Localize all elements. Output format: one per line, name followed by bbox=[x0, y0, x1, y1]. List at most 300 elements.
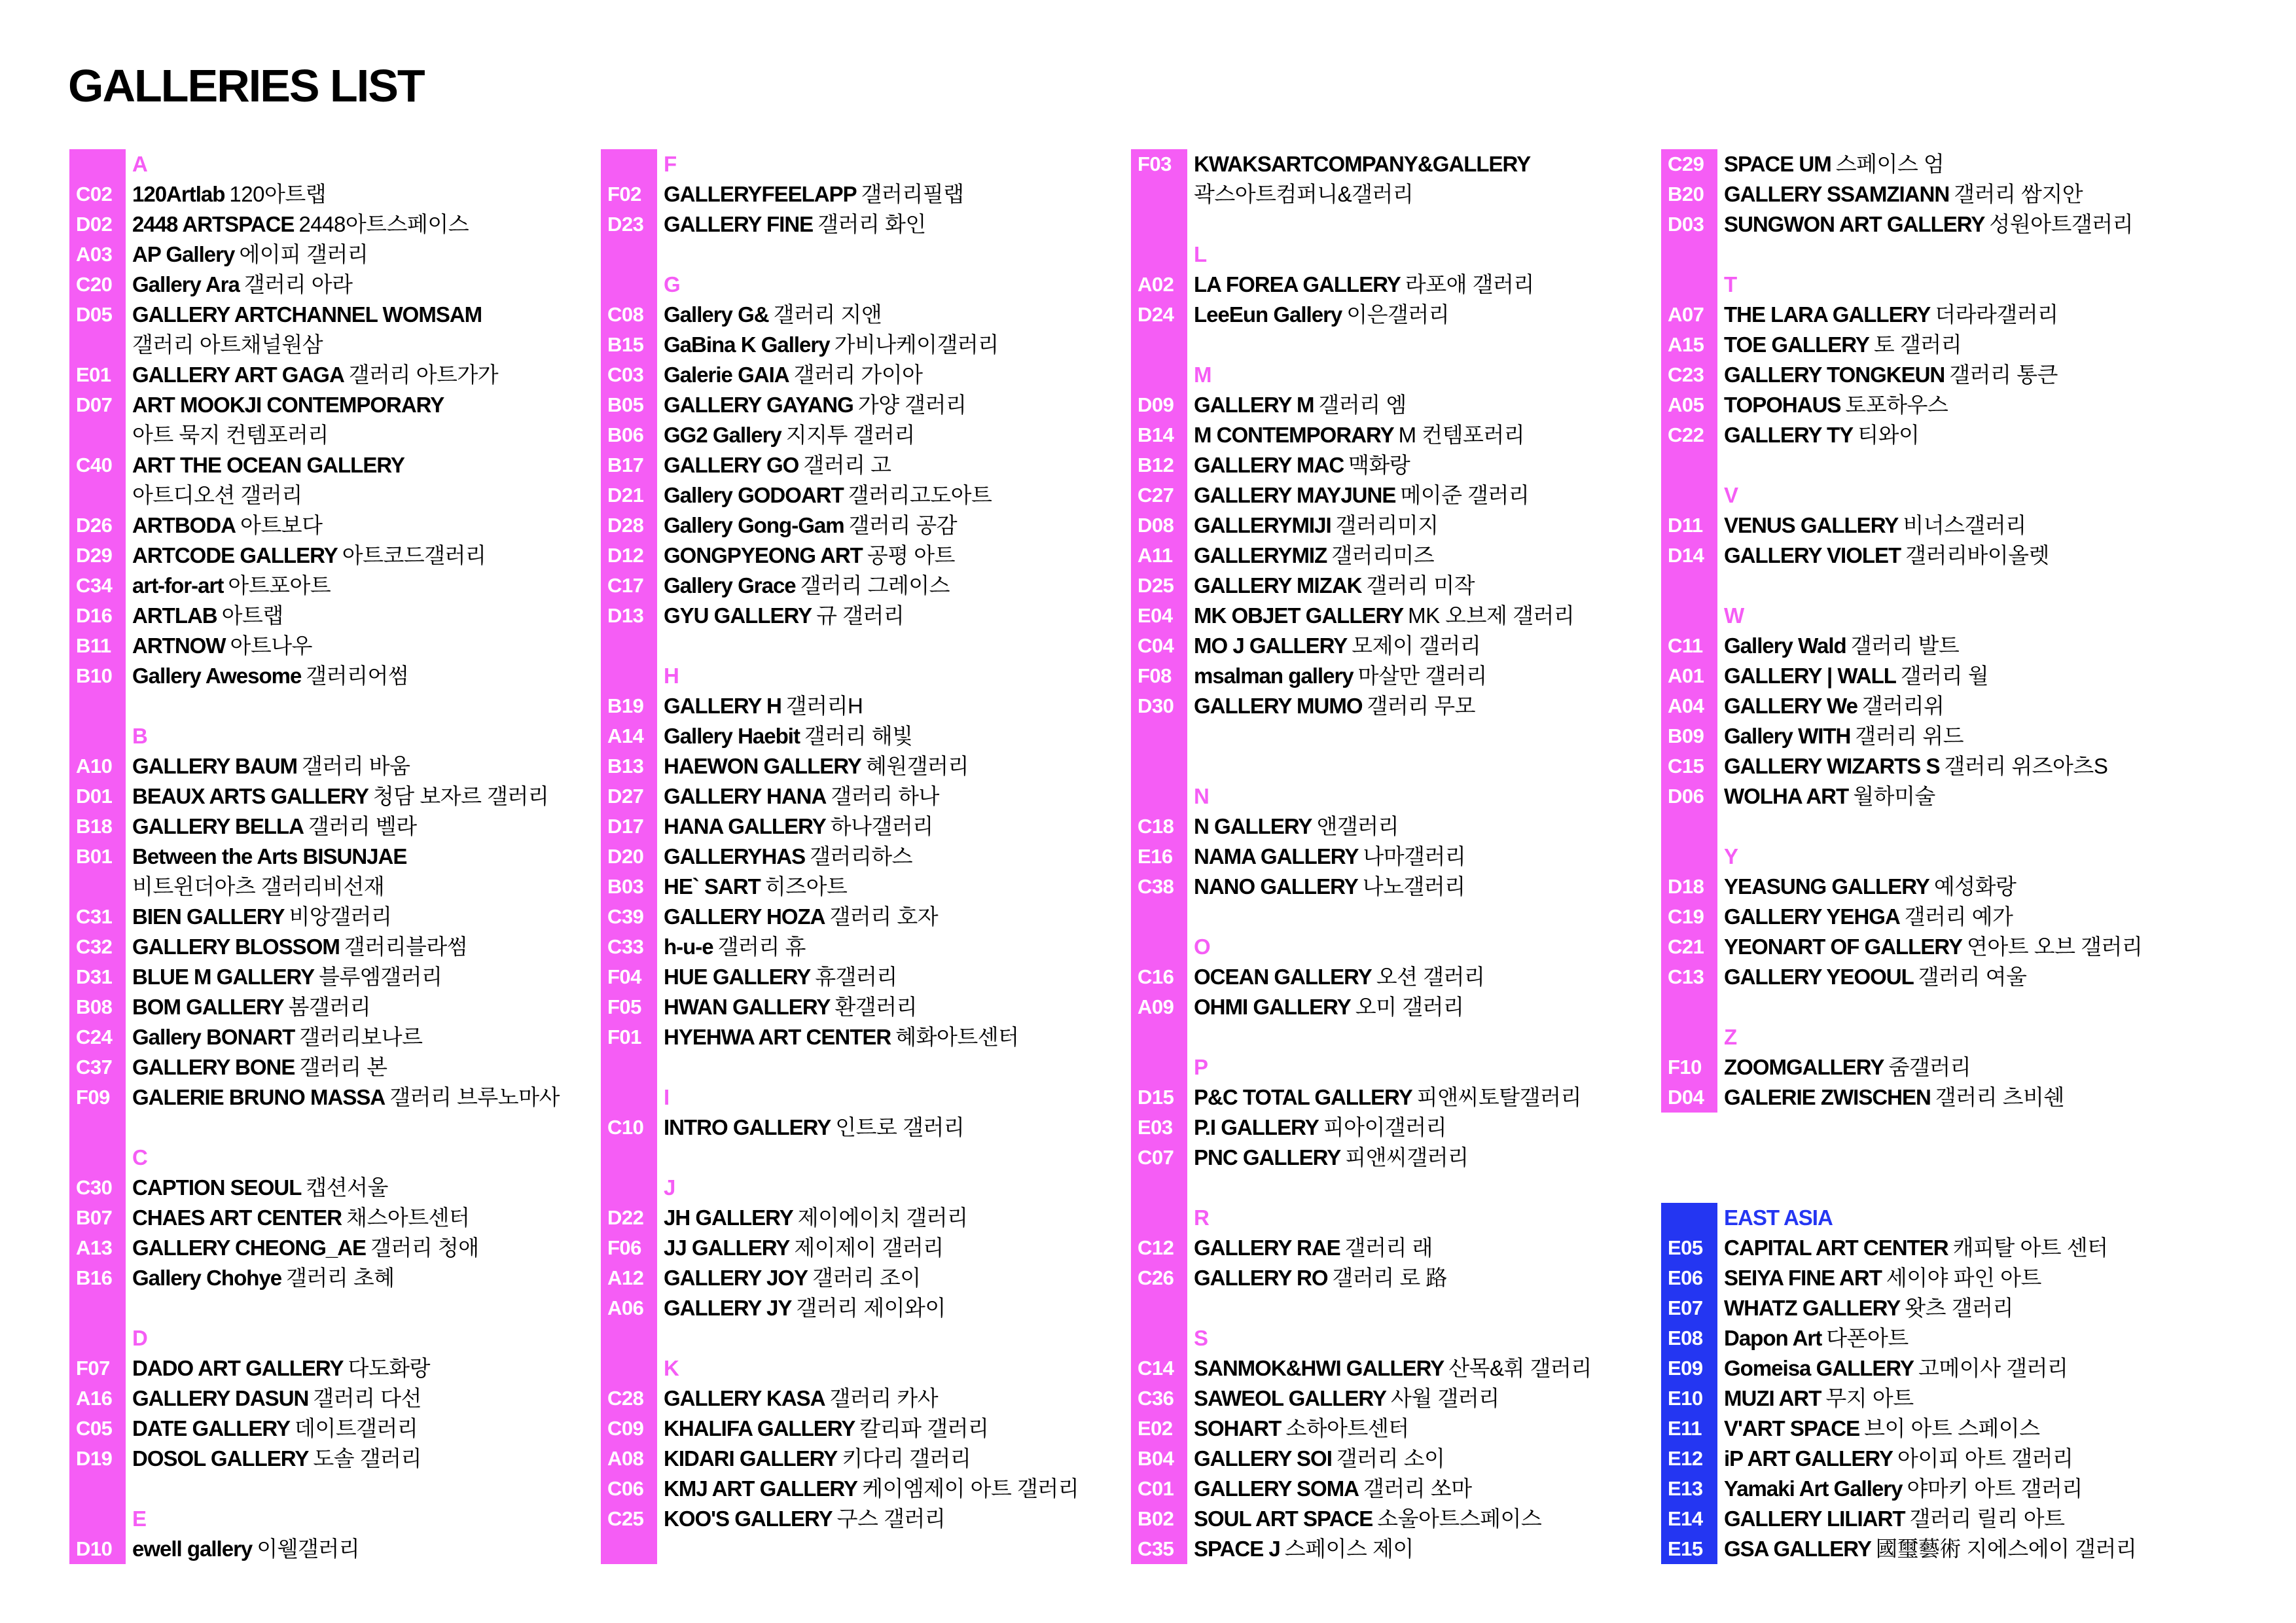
section-letter: J bbox=[664, 1175, 675, 1200]
gallery-entry bbox=[601, 1504, 1124, 1534]
gallery-english-name: Gallery Gong-Gam bbox=[664, 513, 844, 537]
gallery-entry bbox=[601, 390, 1124, 420]
gallery-entry bbox=[69, 1414, 593, 1444]
gallery-korean-name: 칼리파 갤러리 bbox=[859, 1416, 989, 1440]
gallery-entry bbox=[69, 631, 593, 661]
gallery-english-name: THE LARA GALLERY bbox=[1724, 302, 1931, 327]
gallery-korean-name: 세이야 파인 아트 bbox=[1886, 1266, 2041, 1290]
gallery-english-name: GALLERY JOY bbox=[664, 1266, 808, 1290]
gallery-name bbox=[664, 420, 915, 450]
gallery-korean-name: 갤러리 소이 bbox=[1336, 1446, 1445, 1471]
gallery-english-name: GALLERY GO bbox=[664, 453, 799, 477]
booth-code: D06 bbox=[1668, 785, 1704, 808]
gallery-name bbox=[1724, 179, 2083, 209]
booth-code: C17 bbox=[607, 574, 644, 597]
gallery-name bbox=[664, 1293, 946, 1323]
gallery-name bbox=[1194, 1504, 1541, 1534]
booth-code: A01 bbox=[1668, 664, 1704, 687]
gallery-korean-name: 갤러리 브루노마사 bbox=[389, 1085, 560, 1109]
gallery-english-name: HE` SART bbox=[664, 874, 761, 899]
booth-code: B16 bbox=[76, 1266, 113, 1289]
gallery-entry bbox=[69, 209, 593, 240]
gallery-english-name: Galerie GAIA bbox=[664, 363, 789, 387]
gallery-english-name: h-u-e bbox=[664, 935, 713, 959]
gallery-english-name: GALLERY GAYANG bbox=[664, 393, 853, 417]
gallery-korean-name: 제이제이 갤러리 bbox=[794, 1236, 944, 1260]
booth-code: A04 bbox=[1668, 694, 1704, 717]
gallery-english-name: GALLERY YEHGA bbox=[1724, 904, 1900, 929]
gallery-name bbox=[664, 330, 999, 360]
gallery-english-name: GALLERY ARTCHANNEL WOMSAM bbox=[132, 302, 482, 327]
gallery-entry bbox=[1661, 781, 2224, 812]
gallery-korean-name: 피아이갤러리 bbox=[1323, 1115, 1446, 1139]
gallery-name bbox=[1724, 781, 1935, 812]
gallery-entry bbox=[1131, 149, 1655, 179]
section-letter: M bbox=[1194, 363, 1211, 387]
booth-code: D20 bbox=[607, 845, 644, 868]
gallery-korean-name: 갤러리 호자 bbox=[829, 904, 939, 929]
gallery-english-name: V'ART SPACE bbox=[1724, 1416, 1860, 1440]
gallery-entry bbox=[1661, 962, 2224, 992]
gallery-english-name: DADO ART GALLERY bbox=[132, 1356, 344, 1380]
gallery-english-name: 120Artlab bbox=[132, 182, 225, 206]
gallery-korean-name: 아트랩 bbox=[221, 603, 283, 628]
gallery-english-name: P.I GALLERY bbox=[1194, 1115, 1319, 1139]
gallery-korean-name: 갤러리 고 bbox=[803, 453, 891, 477]
gallery-korean-name: 하나갤러리 bbox=[830, 814, 933, 838]
gallery-entry bbox=[601, 872, 1124, 902]
booth-code: C37 bbox=[76, 1056, 113, 1079]
gallery-korean-name: 갤러리 쌈지안 bbox=[1954, 182, 2083, 206]
gallery-name bbox=[132, 1263, 395, 1293]
gallery-name bbox=[132, 932, 467, 962]
gallery-english-name: WHATZ GALLERY bbox=[1724, 1296, 1901, 1320]
booth-code: C18 bbox=[1138, 815, 1174, 838]
gallery-entry bbox=[69, 510, 593, 541]
booth-code: D23 bbox=[607, 213, 644, 236]
booth-code: B15 bbox=[607, 333, 644, 356]
gallery-entry bbox=[601, 209, 1124, 240]
spacer-row bbox=[601, 631, 1124, 661]
gallery-entry bbox=[69, 1383, 593, 1414]
booth-code: F09 bbox=[76, 1086, 110, 1109]
gallery-english-name: GONGPYEONG ART bbox=[664, 543, 863, 567]
spacer-row bbox=[1661, 812, 2224, 842]
booth-code: D08 bbox=[1138, 514, 1174, 537]
booth-code: C16 bbox=[1138, 965, 1174, 988]
gallery-english-name: 2448 ARTSPACE bbox=[132, 212, 295, 236]
gallery-name-continuation bbox=[69, 480, 593, 510]
gallery-entry bbox=[69, 179, 593, 209]
gallery-name bbox=[1724, 661, 1988, 691]
gallery-name bbox=[1194, 480, 1529, 510]
gallery-entry bbox=[69, 1173, 593, 1203]
gallery-name bbox=[664, 450, 891, 480]
gallery-english-name: GALLERYFEELAPP bbox=[664, 182, 857, 206]
gallery-entry bbox=[69, 781, 593, 812]
gallery-name bbox=[1194, 390, 1407, 420]
gallery-name bbox=[664, 1444, 971, 1474]
gallery-english-name: ZOOMGALLERY bbox=[1724, 1055, 1884, 1079]
gallery-korean-name: 갤러리 바움 bbox=[302, 754, 410, 778]
gallery-entry bbox=[1661, 1534, 2224, 1564]
gallery-name bbox=[132, 1173, 388, 1203]
section-letter-heading bbox=[1131, 781, 1655, 812]
gallery-korean-name: 갤러리 발트 bbox=[1850, 633, 1960, 658]
spacer-row bbox=[1131, 902, 1655, 932]
gallery-korean-name: 갤러리 아트가가 bbox=[348, 363, 499, 387]
gallery-entry bbox=[1131, 812, 1655, 842]
booth-code: D17 bbox=[607, 815, 644, 838]
gallery-entry bbox=[601, 510, 1124, 541]
booth-code: C28 bbox=[607, 1387, 644, 1410]
gallery-entry bbox=[1661, 209, 2224, 240]
gallery-english-name: GALLERY BELLA bbox=[132, 814, 304, 838]
section-letter: O bbox=[1194, 935, 1210, 959]
booth-code: F07 bbox=[76, 1357, 110, 1380]
section-letter: H bbox=[664, 664, 679, 688]
gallery-english-name: GALLERY SOI bbox=[1194, 1446, 1332, 1471]
booth-code: D10 bbox=[76, 1537, 113, 1560]
booth-code: A02 bbox=[1138, 273, 1174, 296]
section-letter: R bbox=[1194, 1205, 1209, 1230]
gallery-english-name: INTRO GALLERY bbox=[664, 1115, 831, 1139]
gallery-name bbox=[664, 480, 992, 510]
booth-code: E02 bbox=[1138, 1417, 1173, 1440]
section-letter-heading bbox=[1661, 1022, 2224, 1052]
booth-code: C32 bbox=[76, 935, 113, 958]
gallery-entry bbox=[1661, 541, 2224, 571]
gallery-entry bbox=[1661, 1444, 2224, 1474]
booth-code: B11 bbox=[76, 634, 111, 657]
gallery-korean-name: 라포애 갤러리 bbox=[1405, 272, 1534, 296]
gallery-entry bbox=[1131, 842, 1655, 872]
gallery-entry bbox=[1661, 1233, 2224, 1263]
booth-code: E04 bbox=[1138, 604, 1173, 627]
section-letter: W bbox=[1724, 603, 1744, 628]
booth-code: C33 bbox=[607, 935, 644, 958]
booth-code: C25 bbox=[607, 1507, 644, 1530]
gallery-korean-name: 캐피탈 아트 센터 bbox=[1952, 1236, 2108, 1260]
booth-code: D13 bbox=[607, 604, 644, 627]
gallery-name bbox=[132, 1414, 418, 1444]
gallery-entry bbox=[69, 992, 593, 1022]
booth-code: E01 bbox=[76, 363, 111, 386]
gallery-korean-name: 토포하우스 bbox=[1845, 393, 1948, 417]
section-letter-heading bbox=[1661, 480, 2224, 510]
gallery-name bbox=[1724, 751, 2108, 781]
gallery-name bbox=[1724, 300, 2058, 330]
gallery-english-name: GALLERY WIZARTS S bbox=[1724, 754, 1940, 778]
gallery-entry bbox=[1131, 1263, 1655, 1293]
booth-code: B10 bbox=[76, 664, 113, 687]
gallery-english-name: HANA GALLERY bbox=[664, 814, 826, 838]
gallery-name bbox=[1194, 300, 1449, 330]
gallery-name bbox=[1194, 691, 1475, 721]
gallery-english-name: Gallery Chohye bbox=[132, 1266, 282, 1290]
gallery-name bbox=[1194, 1534, 1414, 1564]
gallery-name bbox=[1724, 1263, 2041, 1293]
gallery-english-name: GALLERY TY bbox=[1724, 423, 1854, 447]
spacer-row bbox=[1131, 1022, 1655, 1052]
gallery-korean-name: 더라라갤러리 bbox=[1935, 302, 2058, 327]
gallery-korean-name: 갤러리 통큰 bbox=[1949, 363, 2058, 387]
gallery-name bbox=[1194, 420, 1524, 450]
gallery-name bbox=[1724, 209, 2133, 240]
gallery-korean-name: 갤러리 카사 bbox=[829, 1386, 939, 1410]
gallery-english-name: Gallery Wald bbox=[1724, 633, 1846, 658]
booth-code: A10 bbox=[76, 755, 113, 777]
gallery-entry bbox=[69, 842, 593, 872]
gallery-english-name: Dapon Art bbox=[1724, 1326, 1822, 1350]
gallery-name bbox=[132, 1534, 359, 1564]
gallery-english-name: GALLERY FINE bbox=[664, 212, 814, 236]
gallery-korean-name: 데이트갤러리 bbox=[295, 1416, 418, 1440]
booth-code: E11 bbox=[1668, 1417, 1702, 1440]
gallery-english-name: AP Gallery bbox=[132, 242, 235, 266]
gallery-name bbox=[664, 812, 933, 842]
booth-code: D31 bbox=[76, 965, 113, 988]
gallery-korean-name: 아이피 아트 갤러리 bbox=[1897, 1446, 2073, 1471]
booth-code: A07 bbox=[1668, 303, 1704, 326]
gallery-name bbox=[664, 1414, 988, 1444]
gallery-english-name: VENUS GALLERY bbox=[1724, 513, 1899, 537]
gallery-entry bbox=[1131, 571, 1655, 601]
gallery-english-name: GaBina K Gallery bbox=[664, 332, 830, 357]
page-title: GALLERIES LIST bbox=[68, 60, 424, 111]
gallery-english-name: Gallery GODOART bbox=[664, 483, 844, 507]
gallery-korean-name: 스페이스 제이 bbox=[1284, 1537, 1414, 1561]
gallery-english-name: P&C TOTAL GALLERY bbox=[1194, 1085, 1412, 1109]
gallery-english-name: ART MOOKJI CONTEMPORARY bbox=[132, 393, 444, 417]
gallery-name bbox=[664, 872, 847, 902]
booth-code: E08 bbox=[1668, 1327, 1703, 1349]
section-letter-heading bbox=[1131, 240, 1655, 270]
gallery-korean-name: 비트윈더아츠 갤러리비선재 bbox=[132, 874, 385, 899]
gallery-english-name: GALLERY BONE bbox=[132, 1055, 295, 1079]
gallery-korean-name: 아트디오션 갤러리 bbox=[132, 483, 302, 507]
gallery-korean-name: 갤러리위 bbox=[1861, 694, 1945, 718]
booth-code: A06 bbox=[607, 1296, 644, 1319]
gallery-english-name: BLUE M GALLERY bbox=[132, 965, 315, 989]
gallery-korean-name: 오미 갤러리 bbox=[1355, 995, 1464, 1019]
gallery-entry bbox=[1661, 631, 2224, 661]
gallery-english-name: Gallery Awesome bbox=[132, 664, 302, 688]
gallery-entry bbox=[69, 812, 593, 842]
booth-code: A08 bbox=[607, 1447, 644, 1470]
booth-code: C23 bbox=[1668, 363, 1704, 386]
booth-code: D03 bbox=[1668, 213, 1704, 236]
booth-code: C02 bbox=[76, 183, 113, 205]
gallery-name bbox=[1724, 1353, 2068, 1383]
gallery-name bbox=[1194, 992, 1463, 1022]
gallery-english-name: GALLERY RAE bbox=[1194, 1236, 1340, 1260]
gallery-name bbox=[1194, 1444, 1444, 1474]
gallery-korean-name: 월하미술 bbox=[1853, 784, 1935, 808]
gallery-name bbox=[1194, 962, 1484, 992]
gallery-english-name: M CONTEMPORARY bbox=[1194, 423, 1394, 447]
gallery-korean-name: 갤러리어썸 bbox=[306, 664, 409, 688]
gallery-english-name: KHALIFA GALLERY bbox=[664, 1416, 855, 1440]
section-letter: B bbox=[132, 724, 147, 748]
gallery-korean-name: 봄갤러리 bbox=[288, 995, 371, 1019]
gallery-korean-name: 아트보다 bbox=[240, 513, 323, 537]
gallery-english-name: ART THE OCEAN GALLERY bbox=[132, 453, 404, 477]
booth-code: F03 bbox=[1138, 152, 1172, 175]
booth-code: A15 bbox=[1668, 333, 1704, 356]
gallery-korean-name: 갤러리 공감 bbox=[848, 513, 958, 537]
gallery-entry bbox=[1131, 1082, 1655, 1113]
gallery-korean-name: 공평 아트 bbox=[867, 543, 955, 567]
gallery-english-name: SOHART bbox=[1194, 1416, 1282, 1440]
gallery-english-name: GALLERY KASA bbox=[664, 1386, 825, 1410]
gallery-name bbox=[1724, 872, 2016, 902]
gallery-english-name: KWAKSARTCOMPANY&GALLERY bbox=[1194, 152, 1531, 176]
gallery-name bbox=[1724, 541, 2049, 571]
gallery-entry bbox=[69, 1263, 593, 1293]
gallery-english-name: iP ART GALLERY bbox=[1724, 1446, 1893, 1471]
gallery-entry bbox=[601, 1263, 1124, 1293]
gallery-korean-name: 갤러리하스 bbox=[810, 844, 913, 868]
gallery-korean-name: 브이 아트 스페이스 bbox=[1864, 1416, 2040, 1440]
gallery-english-name: ewell gallery bbox=[132, 1537, 253, 1561]
gallery-name bbox=[1194, 1383, 1499, 1414]
gallery-entry bbox=[1131, 1534, 1655, 1564]
gallery-english-name: CAPITAL ART CENTER bbox=[1724, 1236, 1948, 1260]
gallery-entry bbox=[1661, 1353, 2224, 1383]
gallery-entry bbox=[1661, 1383, 2224, 1414]
booth-code: D14 bbox=[1668, 544, 1704, 567]
gallery-english-name: GALLERY ART GAGA bbox=[132, 363, 344, 387]
gallery-korean-name: 토 갤러리 bbox=[1873, 332, 1962, 357]
gallery-korean-name: 아트코드갤러리 bbox=[342, 543, 486, 567]
spacer-row bbox=[1661, 450, 2224, 480]
gallery-korean-name: 지지투 갤러리 bbox=[785, 423, 915, 447]
spacer-row bbox=[1131, 1293, 1655, 1323]
gallery-name bbox=[1724, 1534, 2136, 1564]
booth-code: C24 bbox=[76, 1026, 113, 1048]
booth-code: B03 bbox=[607, 875, 644, 898]
booth-code: F02 bbox=[607, 183, 641, 205]
gallery-english-name: Gallery WITH bbox=[1724, 724, 1851, 748]
gallery-korean-name: M 컨템포러리 bbox=[1398, 423, 1525, 447]
gallery-korean-name: 다폰아트 bbox=[1826, 1326, 1909, 1350]
section-letter-heading bbox=[69, 149, 593, 179]
gallery-korean-name: 갤러리 해빛 bbox=[804, 724, 913, 748]
gallery-name bbox=[132, 450, 404, 480]
gallery-english-name: GALLERY H bbox=[664, 694, 781, 718]
gallery-name bbox=[664, 179, 964, 209]
gallery-entry bbox=[1661, 1474, 2224, 1504]
gallery-korean-name: 갤러리 위드 bbox=[1855, 724, 1964, 748]
gallery-entry bbox=[69, 270, 593, 300]
booth-code: F01 bbox=[607, 1026, 641, 1048]
gallery-korean-name: 120아트랩 bbox=[229, 182, 327, 206]
gallery-korean-name: 스페이스 엄 bbox=[1835, 152, 1945, 176]
gallery-entry bbox=[1131, 1474, 1655, 1504]
gallery-english-name: SEIYA FINE ART bbox=[1724, 1266, 1882, 1290]
spacer-row bbox=[1131, 1173, 1655, 1203]
gallery-korean-name: 비앙갤러리 bbox=[289, 904, 392, 929]
gallery-korean-name: 히즈아트 bbox=[764, 874, 848, 899]
gallery-entry bbox=[601, 541, 1124, 571]
gallery-entry bbox=[601, 1414, 1124, 1444]
gallery-entry bbox=[1131, 1353, 1655, 1383]
gallery-entry bbox=[601, 932, 1124, 962]
booth-code: C39 bbox=[607, 905, 644, 928]
booth-code: C34 bbox=[76, 574, 113, 597]
spacer-row bbox=[1661, 992, 2224, 1022]
gallery-name bbox=[1194, 541, 1434, 571]
gallery-english-name: GALLERY DASUN bbox=[132, 1386, 309, 1410]
section-letter: L bbox=[1194, 242, 1207, 266]
section-letter: K bbox=[664, 1356, 679, 1380]
gallery-english-name: GALLERY HANA bbox=[664, 784, 827, 808]
gallery-korean-name: 갤러리미즈 bbox=[1331, 543, 1435, 567]
gallery-name bbox=[664, 209, 926, 240]
gallery-name bbox=[132, 631, 312, 661]
gallery-korean-name: 피앤씨갤러리 bbox=[1345, 1145, 1469, 1169]
gallery-name bbox=[1194, 1414, 1409, 1444]
gallery-name bbox=[664, 360, 923, 390]
gallery-korean-name: 2448아트스페이스 bbox=[298, 212, 469, 236]
gallery-korean-name: 갤러리 청애 bbox=[370, 1236, 479, 1260]
gallery-entry bbox=[1661, 902, 2224, 932]
gallery-name bbox=[1194, 571, 1475, 601]
gallery-entry bbox=[1131, 1504, 1655, 1534]
booth-code: D11 bbox=[1668, 514, 1703, 537]
gallery-entry bbox=[1131, 1143, 1655, 1173]
gallery-english-name: DATE GALLERY bbox=[132, 1416, 290, 1440]
gallery-english-name: Yamaki Art Gallery bbox=[1724, 1476, 1903, 1501]
gallery-name bbox=[1724, 1474, 2083, 1504]
gallery-english-name: TOPOHAUS bbox=[1724, 393, 1841, 417]
gallery-korean-name: 갤러리 래 bbox=[1344, 1236, 1433, 1260]
gallery-korean-name: 혜화아트센터 bbox=[895, 1025, 1019, 1049]
gallery-korean-name: 제이에이치 갤러리 bbox=[797, 1205, 968, 1230]
gallery-korean-name: 왓츠 갤러리 bbox=[1905, 1296, 2013, 1320]
booth-code: A09 bbox=[1138, 995, 1174, 1018]
gallery-english-name: CAPTION SEOUL bbox=[132, 1175, 302, 1200]
gallery-korean-name: 갤러리바이올렛 bbox=[1905, 543, 2049, 567]
gallery-entry bbox=[601, 1113, 1124, 1143]
spacer-row bbox=[1661, 571, 2224, 601]
gallery-entry bbox=[601, 1444, 1124, 1474]
booth-code: E09 bbox=[1668, 1357, 1703, 1380]
gallery-english-name: SPACE UM bbox=[1724, 152, 1831, 176]
gallery-korean-name: 인트로 갤러리 bbox=[835, 1115, 965, 1139]
booth-code: D29 bbox=[76, 544, 113, 567]
gallery-entry bbox=[601, 1474, 1124, 1504]
gallery-english-name: GALLERY MIZAK bbox=[1194, 573, 1362, 597]
gallery-english-name: SUNGWON ART GALLERY bbox=[1724, 212, 1985, 236]
gallery-english-name: KOO'S GALLERY bbox=[664, 1507, 833, 1531]
section-letter: N bbox=[1194, 784, 1209, 808]
gallery-entry bbox=[1661, 179, 2224, 209]
gallery-english-name: GALLERY | WALL bbox=[1724, 664, 1896, 688]
gallery-entry bbox=[1131, 510, 1655, 541]
gallery-korean-name: 곽스아트컴퍼니&갤러리 bbox=[1194, 182, 1414, 206]
gallery-name bbox=[132, 240, 368, 270]
gallery-english-name: KMJ ART GALLERY bbox=[664, 1476, 858, 1501]
gallery-korean-name: 갤러리블라썸 bbox=[344, 935, 468, 959]
booth-code: D09 bbox=[1138, 393, 1174, 416]
gallery-korean-name: 비너스갤러리 bbox=[1903, 513, 2026, 537]
gallery-name bbox=[132, 781, 548, 812]
gallery-name bbox=[132, 300, 482, 330]
gallery-korean-name: 고메이사 갤러리 bbox=[1918, 1356, 2068, 1380]
gallery-english-name: GALERIE ZWISCHEN bbox=[1724, 1085, 1931, 1109]
